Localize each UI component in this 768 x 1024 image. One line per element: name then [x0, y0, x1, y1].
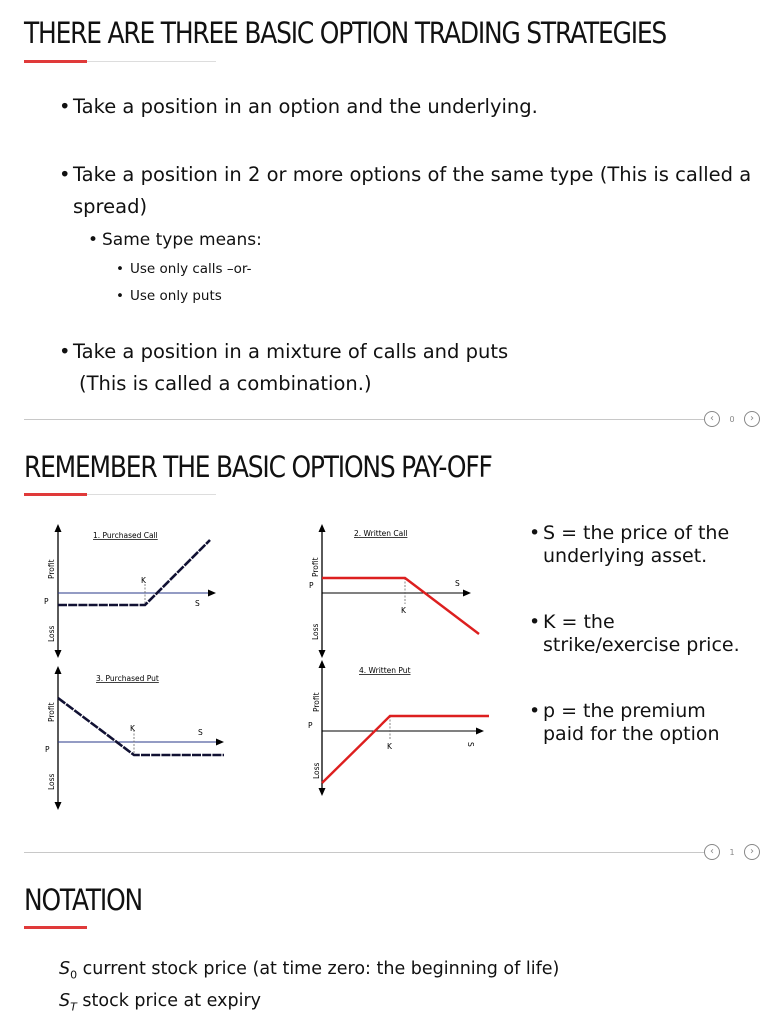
chart1-p-label: P: [44, 597, 49, 606]
chart2-s-label: S: [455, 579, 460, 588]
prev-page-icon[interactable]: ‹: [704, 411, 720, 427]
slide1-bullet1-text: • Take a position in an option and the underlying.: [73, 95, 538, 118]
legend-p-line1: • p = the premium: [543, 700, 720, 723]
slide1-pager: [704, 411, 760, 427]
chart1-loss-label: Loss: [47, 625, 56, 642]
slide1-bullet3-line1: • Take a position in a mixture of calls and puts: [73, 336, 508, 368]
slide1-sub-sub1-text: • Use only calls –or-: [130, 261, 251, 277]
legend-k: [543, 611, 740, 657]
notation-st-sub: T: [70, 1000, 77, 1014]
next-page-icon[interactable]: ›: [744, 411, 760, 427]
legend-p-line2: paid for the option: [543, 723, 720, 745]
chart-purchased-put: [38, 664, 228, 814]
slide2-title: REMEMBER THE BASIC OPTIONS PAY-OFF: [24, 450, 492, 484]
chart3-loss-label: Loss: [47, 773, 56, 790]
slide1-separator: [24, 419, 704, 420]
chart3-s-label: S: [198, 728, 203, 737]
chart2-k-label: K: [401, 606, 406, 615]
chart3-profit-label: Profit: [47, 702, 56, 722]
slide2-title-underline: [24, 494, 216, 495]
slide1-sub-sub2: [130, 286, 222, 306]
legend-s-line2: underlying asset.: [543, 545, 708, 567]
notation-s0-symbol: S: [59, 959, 71, 979]
legend-k-line2: strike/exercise price.: [543, 634, 740, 656]
chart2-p-label: P: [309, 581, 314, 590]
legend-s: [543, 522, 729, 568]
slide1-title: THERE ARE THREE BASIC OPTION TRADING STRATEGIES: [24, 16, 667, 50]
legend-k-line1: • K = the: [543, 611, 740, 634]
chart4-k-label: K: [387, 742, 392, 751]
chart2-title: 2. Written Call: [354, 529, 408, 538]
slide1-sub-sub2-text: • Use only puts: [130, 288, 222, 304]
slide1-page-number: 0: [729, 414, 735, 424]
slide1-bullet2-line1: • Take a position in 2 or more options of the same type (This is called a: [73, 159, 763, 191]
chart1-k-label: K: [141, 576, 146, 585]
chart4-loss-label: Loss: [312, 762, 321, 779]
slide2-pager: [704, 844, 760, 860]
chart2-profit-label: Profit: [311, 557, 320, 577]
notation-s0-text: current stock price (at time zero: the beginning of life): [77, 959, 560, 979]
slide1-bullet2-line2: spread): [73, 195, 148, 218]
slide1-bullet3: [73, 336, 508, 400]
chart3-k-label: K: [130, 724, 135, 733]
slide2-separator: [24, 852, 704, 853]
chart4-profit-label: Profit: [312, 692, 321, 712]
chart-written-call: [302, 522, 492, 662]
legend-s-line1: • S = the price of the: [543, 522, 729, 545]
next-page-icon[interactable]: ›: [744, 844, 760, 860]
notation-st-symbol: S: [59, 991, 71, 1011]
chart-written-put: [302, 658, 494, 800]
slide1-bullet2: [73, 159, 763, 223]
slide1-sub-bullet: [102, 228, 262, 252]
slide1-title-underline: [24, 61, 216, 62]
slide1-sub-bullet-text: • Same type means:: [102, 230, 262, 250]
slide3-title: NOTATION: [24, 883, 142, 917]
chart3-title: 3. Purchased Put: [96, 674, 159, 683]
chart-purchased-call: [38, 522, 223, 662]
slide1-bullet3-line2: (This is called a combination.): [79, 372, 372, 395]
notation-s0-sub: 0: [70, 968, 78, 982]
chart1-profit-label: Profit: [47, 559, 56, 579]
slide1-bullet1: [73, 91, 538, 123]
slide3-title-underline: [24, 927, 87, 928]
chart1-s-label: S: [195, 599, 200, 608]
chart1-title: 1. Purchased Call: [93, 531, 158, 540]
chart4-p-label: P: [308, 721, 313, 730]
chart4-title: 4. Written Put: [359, 666, 411, 675]
chart2-loss-label: Loss: [311, 623, 320, 640]
slide1-sub-sub1: [130, 259, 251, 279]
notation-st: [59, 985, 261, 1024]
prev-page-icon[interactable]: ‹: [704, 844, 720, 860]
chart3-p-label: P: [45, 745, 50, 754]
slide2-page-number: 1: [729, 847, 735, 857]
notation-st-text: stock price at expiry: [76, 991, 262, 1011]
chart4-s-label: S: [466, 742, 475, 747]
legend-p: [543, 700, 720, 746]
